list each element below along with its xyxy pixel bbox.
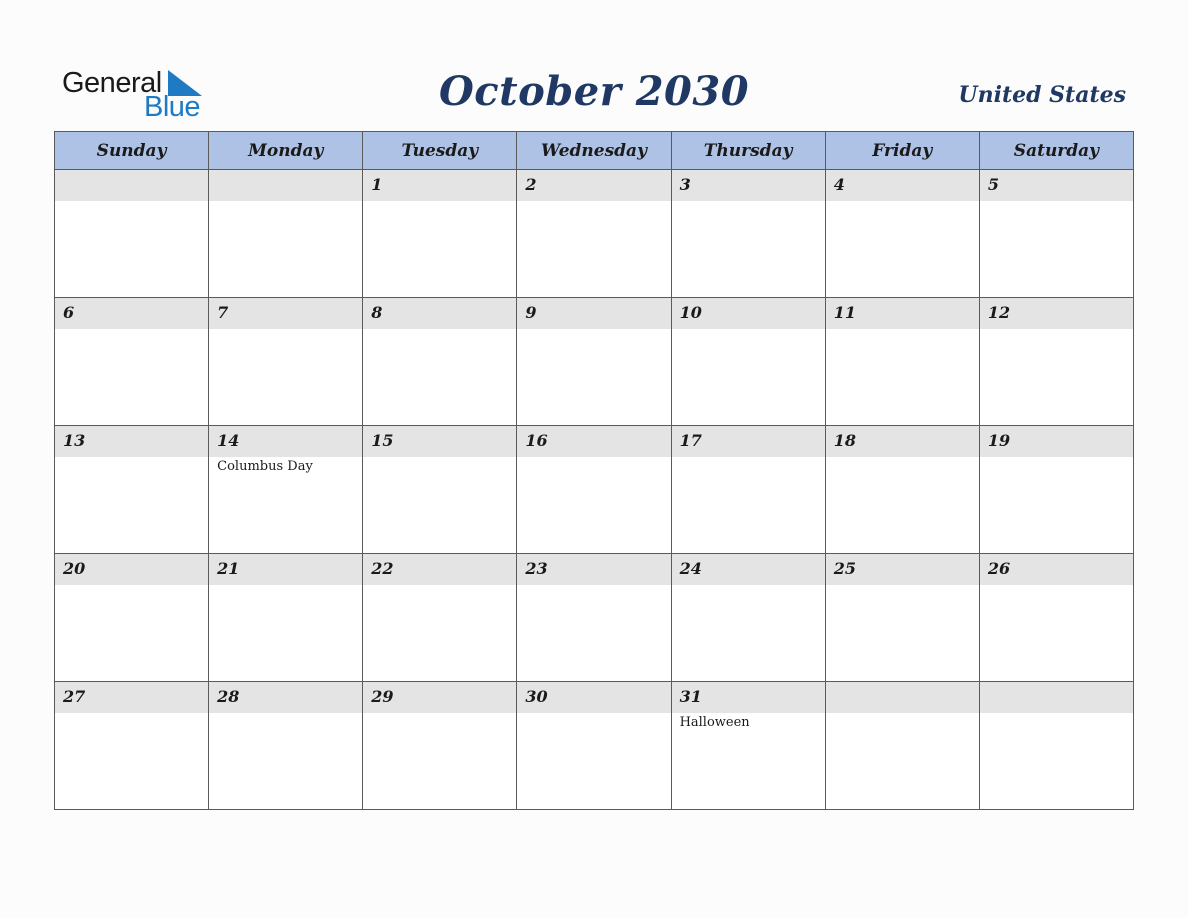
day-cell [979,554,1133,682]
day-cell [671,426,825,554]
week-row [55,298,1134,426]
day-number: 13 [63,431,86,450]
weekday-header: Saturday [979,132,1133,170]
day-cell-header [363,426,516,457]
day-number: 22 [371,559,394,578]
holiday-label [672,201,825,203]
day-cell-header [826,554,979,585]
day-number: 6 [63,303,75,322]
holiday-label [363,713,516,715]
day-cell-header [517,554,670,585]
week-row [55,170,1134,298]
day-cell-header [672,426,825,457]
holiday-label [363,201,516,203]
holiday-label [209,585,362,587]
holiday-label [517,329,670,331]
holiday-label [826,329,979,331]
holiday-label [980,585,1133,587]
day-cell [363,682,517,810]
weekday-header: Monday [209,132,363,170]
day-cell-header [517,170,670,201]
day-cell [825,298,979,426]
day-cell [825,554,979,682]
day-number: 14 [217,431,240,450]
day-number: 25 [833,559,856,578]
day-cell-header [826,298,979,329]
week-row [55,426,1134,554]
day-cell-header [209,426,362,457]
day-number: 3 [679,175,691,194]
holiday-label [209,713,362,715]
day-number: 30 [525,687,548,706]
weekday-header: Sunday [55,132,209,170]
day-cell [517,298,671,426]
day-cell-header [517,682,670,713]
day-cell-header [672,554,825,585]
day-cell [363,426,517,554]
holiday-label [517,585,670,587]
holiday-label [826,201,979,203]
day-cell-header [826,682,979,713]
day-cell-header [672,298,825,329]
day-cell [979,682,1133,810]
day-number: 19 [987,431,1011,450]
day-cell-header [980,682,1133,713]
day-number: 21 [217,559,240,578]
day-number: 18 [833,431,856,450]
day-cell-header [209,554,362,585]
day-cell-header [55,426,208,457]
day-cell [671,170,825,298]
country-label: United States [958,82,1126,108]
day-cell-header [363,554,516,585]
day-cell-header [363,298,516,329]
day-number: 31 [679,687,702,706]
day-cell [209,682,363,810]
day-number: 10 [679,303,702,322]
day-number: 11 [833,303,856,322]
day-cell-header [209,682,362,713]
holiday-label [55,585,208,587]
day-cell [55,426,209,554]
day-cell [979,170,1133,298]
day-cell [671,554,825,682]
holiday-label [980,457,1133,459]
holiday-label [672,329,825,331]
day-cell-header [980,426,1133,457]
day-cell-header [672,682,825,713]
day-number: 2 [525,175,537,194]
day-cell-header [55,554,208,585]
holiday-label [672,585,825,587]
day-number: 5 [987,175,999,194]
day-cell [671,298,825,426]
day-cell [979,298,1133,426]
holiday-label: Columbus Day [217,459,313,474]
day-cell [517,554,671,682]
day-cell-header [363,682,516,713]
day-cell [363,298,517,426]
holiday-label [209,201,362,203]
week-row [55,682,1134,810]
day-number: 27 [63,687,86,706]
day-cell-header [672,170,825,201]
week-row [55,554,1134,682]
holiday-label [55,329,208,331]
holiday-label [363,329,516,331]
holiday-label [517,713,670,715]
holiday-label [55,713,208,715]
holiday-label [363,585,516,587]
day-number: 17 [679,431,702,450]
logo-text-general: General [62,67,162,99]
holiday-label [363,457,516,459]
day-number: 26 [987,559,1011,578]
day-cell-header [363,170,516,201]
holiday-label [55,457,208,459]
day-cell [209,554,363,682]
day-cell-header [980,554,1133,585]
logo-text-blue: Blue [144,91,201,123]
day-cell [55,554,209,682]
day-number: 8 [371,303,383,322]
day-cell-header [55,298,208,329]
weekday-header: Wednesday [517,132,671,170]
day-cell-header [55,682,208,713]
day-cell [517,426,671,554]
day-cell-header [517,298,670,329]
day-number: 16 [525,431,548,450]
day-cell [825,426,979,554]
day-cell [825,682,979,810]
weekday-header: Friday [825,132,979,170]
day-cell-header [980,298,1133,329]
day-cell [363,170,517,298]
holiday-label [980,201,1133,203]
holiday-label [55,201,208,203]
holiday-label [517,457,670,459]
day-cell [517,170,671,298]
holiday-label [826,585,979,587]
day-cell-header [209,298,362,329]
calendar-title: October 2030 [438,68,750,115]
day-number: 29 [371,687,394,706]
day-cell [55,682,209,810]
holiday-label [209,329,362,331]
day-number: 7 [217,303,229,322]
holiday-label [517,201,670,203]
day-cell [55,170,209,298]
holiday-label [826,713,979,715]
day-cell-header [826,170,979,201]
day-cell [363,554,517,682]
day-cell-header [826,426,979,457]
day-number: 20 [63,559,86,578]
calendar-grid [54,131,1134,810]
day-number: 23 [525,559,548,578]
day-cell [517,682,671,810]
weekday-header-row [55,132,1134,170]
day-number: 15 [371,431,394,450]
holiday-label [826,457,979,459]
day-cell [671,682,825,810]
day-number: 12 [987,303,1011,322]
day-number: 24 [679,559,702,578]
day-cell [55,298,209,426]
day-number: 28 [217,687,240,706]
holiday-label: Halloween [679,715,750,730]
day-cell-header [55,170,208,201]
holiday-label [672,457,825,459]
day-cell [209,298,363,426]
day-cell-header [517,426,670,457]
holiday-label [980,713,1133,715]
day-number: 1 [371,175,383,194]
day-cell [979,426,1133,554]
weekday-header: Tuesday [363,132,517,170]
day-number: 4 [833,175,845,194]
day-cell [209,426,363,554]
day-cell-header [209,170,362,201]
holiday-label [980,329,1133,331]
day-cell [825,170,979,298]
day-number: 9 [525,303,537,322]
weekday-header: Thursday [671,132,825,170]
day-cell-header [980,170,1133,201]
day-cell [209,170,363,298]
